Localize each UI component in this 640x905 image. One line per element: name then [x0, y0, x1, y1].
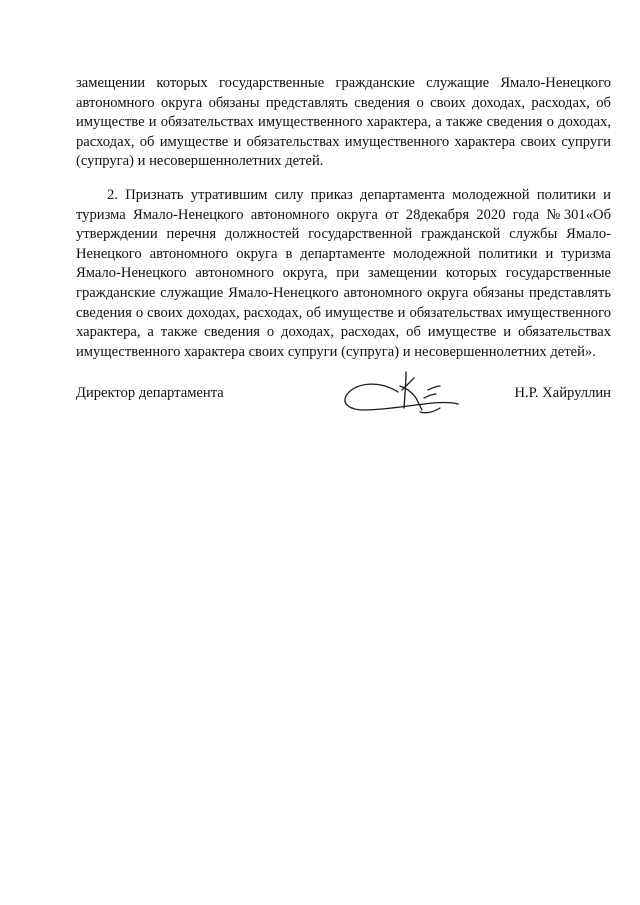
- signature-block: [76, 380, 611, 420]
- paragraph-continuation: замещении которых государственные гражданские служащие Ямало-Ненецкого автономного округа обязаны представлять сведения о своих доходах, расходах, об имуществе и обязательствах имущественного характера, а также сведения о доходах, расходах, об имуществе и обязательствах имущественного характера своих супруги (супруга) и несовершеннолетних детей.: [76, 75, 611, 170]
- paragraph-2: 2. Признать утратившим силу приказ департамента молодежной политики и туризма Ямало-Ненецкого автономного округа от 28декабря 2020 года №301«Об утверждении перечня должностей государственной гражданской службы Ямало-Ненецкого автономного округа в департаменте молодежной политики и туризма Ямало-Ненецкого автономного округа, при замещении которых государственные гражданские служащие Ямало-Ненецкого автономного округа обязаны представлять сведения о своих доходах, расходах, об имуществе и обязательствах имущественного характера, а также сведения о доходах, расходах, об имуществе и обязательствах имущественного характера своих супруги (супруга) и несовершеннолетних детей».: [76, 187, 611, 360]
- position-title: Директор департамента: [76, 385, 224, 401]
- signer-name: Н.Р. Хайруллин: [514, 385, 611, 401]
- handwritten-signature: [340, 368, 466, 422]
